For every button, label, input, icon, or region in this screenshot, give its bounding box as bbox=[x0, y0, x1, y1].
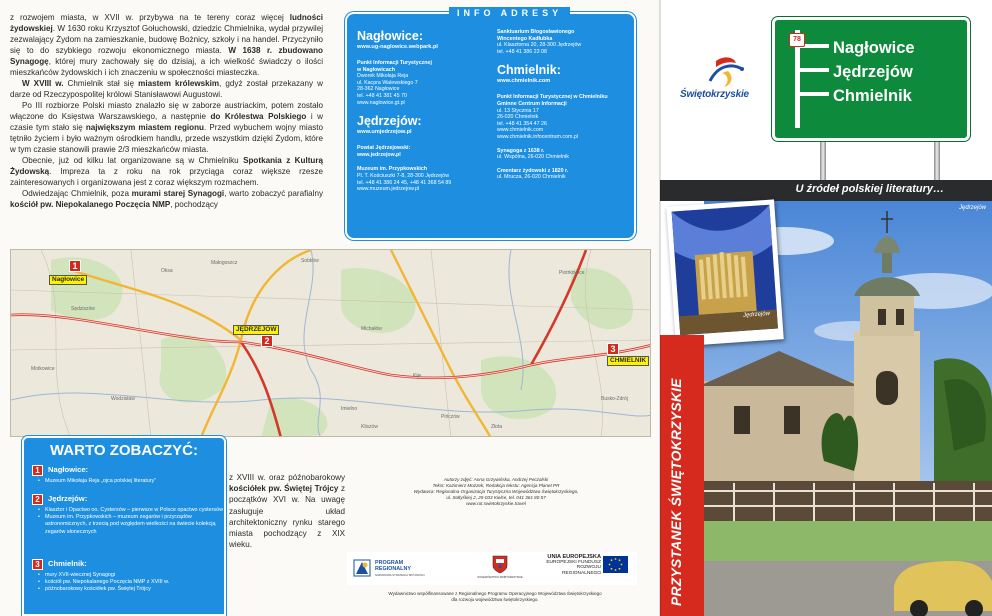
pit-title: Gminne Centrum Informacji bbox=[497, 100, 567, 107]
history-text bbox=[10, 12, 323, 210]
voivodeship-crest bbox=[477, 555, 523, 582]
paragraph-5: Odwiedzając Chmielnik, poza murami starej Synagogi, warto zobaczyć parafialny kościół pw. Niepokalanego Poczęcia NMP, pochodzący bbox=[10, 189, 324, 209]
svg-text:Michałów: Michałów bbox=[361, 326, 382, 332]
phone-line: tel. +48 41 381 45 70 bbox=[357, 92, 407, 99]
website-link[interactable]: www.muzeum.jedrzejow.pl bbox=[357, 186, 420, 193]
logo-text: ROZWOJU REGIONALNEGO bbox=[562, 565, 601, 576]
sign-post-right bbox=[934, 138, 940, 180]
address-line: ul. 13 Stycznia 17 bbox=[497, 107, 539, 114]
address-line: ul. Mrucza, 26-020 Chmielnik bbox=[497, 174, 566, 181]
logo-text: EUROPEJSKI FUNDUSZ bbox=[546, 560, 601, 566]
address-line: ul. Klasztorna 20, 28-300 Jędrzejów bbox=[497, 42, 582, 49]
list-item: • kościół pw. Niepokalanego Poczęcia NMP z XVIII w. bbox=[38, 579, 226, 586]
address-line: 28-362 Nagłowice bbox=[357, 86, 400, 93]
sign-post-left bbox=[820, 138, 826, 180]
crest-icon bbox=[492, 555, 508, 574]
address-line: Pl. T. Kościuszki 7-8, 28-300 Jędrzejów bbox=[357, 172, 450, 179]
list-item: • późnobarokowy kościółek pw. Świętej Trójcy bbox=[38, 586, 226, 593]
item-number-badge: 3 bbox=[32, 559, 43, 570]
logo-text: UNIA EUROPEJSKA bbox=[547, 554, 601, 560]
map-marker-2[interactable]: 2 bbox=[261, 335, 273, 347]
tagline-band bbox=[660, 180, 992, 201]
phone-line: tel. +48 41 386 24 45, +48 41 368 54 89 bbox=[357, 179, 452, 186]
funding-logos bbox=[347, 552, 637, 585]
logo-text: REGIONALNY bbox=[375, 566, 411, 572]
credit-link[interactable]: www.rot.swietokrzyskie.travel bbox=[466, 501, 526, 506]
item-heading: Nagłowice: bbox=[48, 465, 89, 474]
sign-destination: Jędrzejów bbox=[833, 63, 913, 81]
list-item: • Klasztor i Opactwo oo. Cystersów – pierwsze w Polsce opactwo cystersów bbox=[38, 507, 226, 514]
logo-subtext: NARODOWA STRATEGIA SPÓJNOŚCI bbox=[375, 573, 425, 577]
phone-line: tel. +48 41 354 47 26 bbox=[497, 120, 547, 127]
map-drawing bbox=[11, 250, 651, 437]
svg-text:Busko-Zdrój: Busko-Zdrój bbox=[601, 396, 628, 402]
sign-destinations bbox=[833, 36, 915, 108]
svg-text:Złota: Złota bbox=[491, 424, 503, 430]
synagogue-title: Synagoga z 1638 r. bbox=[497, 147, 545, 154]
map-marker-3[interactable]: 3 bbox=[607, 343, 619, 355]
svg-text:Kije: Kije bbox=[413, 373, 422, 379]
sanctuary-title: Wincentego Kadłubka bbox=[497, 35, 553, 42]
brand-mascot-icon bbox=[698, 55, 758, 91]
address-line: Dworek Mikołaja Reja bbox=[357, 73, 409, 80]
item-number-badge: 2 bbox=[32, 494, 43, 505]
logo-text: WOJEWÓDZTWO ŚWIĘTOKRZYSKIE bbox=[477, 576, 523, 579]
website-link[interactable]: www.naglowice.gt.pl bbox=[357, 99, 405, 106]
credit-line: ul. Sołtyśkiej 2, 25-033 Kielce, tel. 041 361 80 57 bbox=[446, 495, 546, 500]
svg-text:Motkowice: Motkowice bbox=[31, 366, 55, 372]
website-link[interactable]: www.chmielnik.infocentrum.com.pl bbox=[497, 133, 578, 140]
interior-photo bbox=[666, 199, 784, 346]
credits-block bbox=[386, 477, 606, 507]
eu-text bbox=[537, 555, 601, 582]
fold-line bbox=[659, 0, 661, 616]
program-logo-icon bbox=[353, 559, 371, 577]
sanctuary-title: Sanktuarium Błogosławionego bbox=[497, 29, 575, 35]
pit-title: w Nagłowicach bbox=[357, 66, 395, 73]
svg-text:Kliszów: Kliszów bbox=[361, 424, 378, 430]
region-map[interactable] bbox=[10, 249, 651, 437]
credit-line: Wydawca: Regionalna Organizacja Turystyczna Województwa Świętokrzyskiego, bbox=[413, 489, 579, 494]
swietokrzyskie-logo bbox=[680, 55, 762, 105]
website-link[interactable]: www.chmielnik.com bbox=[497, 127, 544, 134]
map-marker-1[interactable]: 1 bbox=[69, 260, 81, 272]
worth-seeing-box bbox=[22, 436, 226, 616]
pit-title: Punkt Informacji Turystycznej w Chmielniku bbox=[497, 94, 608, 101]
sign-arrow-tick bbox=[797, 92, 829, 96]
paragraph-4: Obecnie, już od kilku lat organizowane są w Chmielniku Spotkania z Kulturą Żydowską. Impreza ta z roku na rok przyciąga coraz większe rzesze zainteresowanych i organizowana jest z coraz większym rozmachem. bbox=[10, 156, 323, 187]
info-title: INFO ADRESY bbox=[449, 7, 570, 19]
worth-seeing-title: WARTO ZOBACZYĆ: bbox=[49, 442, 199, 459]
photo-caption: Jędrzejów bbox=[958, 205, 986, 211]
svg-text:Piotrkowice: Piotrkowice bbox=[559, 270, 585, 276]
svg-text:Imielno: Imielno bbox=[341, 406, 358, 412]
vertical-title: PRZYSTANEK ŚWIĘTOKRZYSKIE bbox=[669, 378, 684, 606]
cemetery-title: Cmentarz żydowski z 1820 r. bbox=[497, 167, 569, 174]
map-city-jedrzejow[interactable]: JĘDRZEJÓW bbox=[233, 325, 279, 335]
address-line: ul. Wspólna, 26-020 Chmielnik bbox=[497, 154, 569, 161]
info-column-right bbox=[497, 29, 637, 181]
naglowice-url[interactable]: www.ug-naglowice.webpark.pl bbox=[357, 44, 438, 50]
svg-text:Sędziszów: Sędziszów bbox=[71, 306, 95, 312]
info-addresses-box bbox=[345, 8, 636, 240]
chmielnik-heading: Chmielnik: bbox=[497, 63, 561, 78]
note-line: Wydawnictwo współfinansowane z Regionalnego Programu Operacyjnego Województwa Świętokrzyskiego bbox=[388, 591, 602, 596]
jedrzejow-url[interactable]: www.umjedrzejow.pl bbox=[357, 129, 412, 136]
sign-destination: Nagłowice bbox=[833, 39, 915, 57]
svg-text:Oksa: Oksa bbox=[161, 268, 173, 274]
credit-line: Tekst: Kazimierz Mozzek, Redakcja tekstu: Agencja Planet PR bbox=[432, 483, 560, 488]
map-city-naglowice[interactable]: Nagłowice bbox=[49, 275, 87, 285]
item-heading: Jędrzejów: bbox=[48, 494, 88, 503]
map-city-chmielnik[interactable]: CHMIELNIK bbox=[607, 356, 649, 366]
item-list bbox=[38, 478, 226, 485]
powiat-title: Powiat Jędrzejowski: bbox=[357, 145, 411, 152]
list-item: • Muzeum im. Przypkowskich – muzeum zegarów i przyrządów astronomicznych, z trzecią pod względem wielkości na świecie kolekcją zegarów słonecznych bbox=[38, 514, 226, 536]
road-sign bbox=[772, 17, 970, 141]
phone-line: tel. +48 41 386 23 08 bbox=[497, 48, 547, 55]
eu-stars bbox=[603, 556, 628, 573]
powiat-url[interactable]: www.jedrzejow.pl bbox=[357, 151, 401, 158]
paragraph-3: Po III rozbiorze Polski miasto znalazło się w zaborze austriackim, potem zostało włączone do Księstwa Warszawskiego, a następnie do Królestwa Polskiego i w czasie tym stało się największym miastem regionu. Przed wybuchem wojny miasto tętniło życiem i było ważnym ośrodkiem handlu, przede wszystkim dzięki Żydom, które w tym czasie stanowili prawie 2/3 mieszkańców miasta. bbox=[10, 101, 324, 154]
paragraph-1: z rozwojem miasta, w XVII w. przybywa na te tereny coraz więcej ludności żydowskiej. W 1630 roku Krzysztof Gołuchowski, dziedzic Chmielnika, wydał przywilej zezwalający Żydom na zamieszkanie, budowę Bożnicy, szkoły i na handel. Przyczyniło się to do szybkiego rozwoju ekonomicznego miasta. W 1638 r. zbudowano Synagogę, której mury zachowały się do dzisiaj, a ich wielkość świadczy o ilości mieszkańców żydowskich i ich znaczeniu w społeczności miasteczka. bbox=[10, 13, 324, 77]
svg-text:Małogoszcz: Małogoszcz bbox=[211, 260, 238, 266]
list-item: • Muzeum Mikołaja Reja „ojca polskiej literatury” bbox=[38, 478, 226, 485]
svg-text:Wodzisław: Wodzisław bbox=[111, 396, 135, 402]
tagline-text: U źródeł polskiej literatury… bbox=[795, 183, 944, 195]
pit-title: Punkt Informacji Turystycznej bbox=[357, 60, 432, 66]
address-line: 26-020 Chmielnik bbox=[497, 114, 539, 121]
credit-line: Autorzy zdjęć: Anna Grzywińska, Andrzej Peczalski bbox=[443, 477, 549, 482]
list-item: • mury XVII-wiecznej Synagogi bbox=[38, 572, 226, 579]
inset-caption: Jędrzejów bbox=[742, 310, 771, 319]
item-heading: Chmielnik: bbox=[48, 559, 87, 568]
naglowice-heading: Nagłowice: bbox=[357, 29, 423, 43]
logo-text: PROGRAM bbox=[375, 560, 404, 566]
info-column-left bbox=[357, 29, 497, 193]
program-regionalny-logo bbox=[353, 555, 427, 582]
funding-note bbox=[352, 591, 638, 602]
item-number-badge: 1 bbox=[32, 465, 43, 476]
interior-photo-image bbox=[672, 205, 778, 336]
svg-text:Pińczów: Pińczów bbox=[441, 414, 460, 420]
jedrzejow-heading: Jędrzejów: bbox=[357, 114, 422, 129]
svg-text:Sobków: Sobków bbox=[301, 258, 319, 264]
route-number-shield: 78 bbox=[789, 33, 805, 47]
museum-title: Muzeum im. Przypkowskich bbox=[357, 166, 428, 173]
item-list bbox=[38, 572, 226, 594]
brand-logo-text: Świętokrzyskie bbox=[680, 89, 749, 100]
sign-arrow-tick bbox=[797, 68, 829, 72]
eu-flag-icon bbox=[603, 556, 628, 573]
note-line: dla rozwoju województwa świętokrzyskiego. bbox=[451, 596, 539, 602]
continuation-text: z XVIII w. oraz późnobarokowy kościółek pw. Świętej Trójcy z początków XVI w. Na uwagę zasługuje układ architektoniczny rynku starego miasta pochodzący z XIX wieku. bbox=[229, 473, 346, 550]
paragraph-2: W XVIII w. Chmielnik stał się miastem królewskim, gdyż został przekazany w darze od Rzeczypospolitej królowi Stanisławowi Augustowi. bbox=[10, 79, 323, 99]
item-list bbox=[38, 507, 226, 536]
chmielnik-url[interactable]: www.chmielnik.com bbox=[497, 78, 551, 85]
sign-destination: Chmielnik bbox=[833, 87, 912, 105]
address-line: ul. Kacpra Walewskiego 7 bbox=[357, 79, 418, 86]
